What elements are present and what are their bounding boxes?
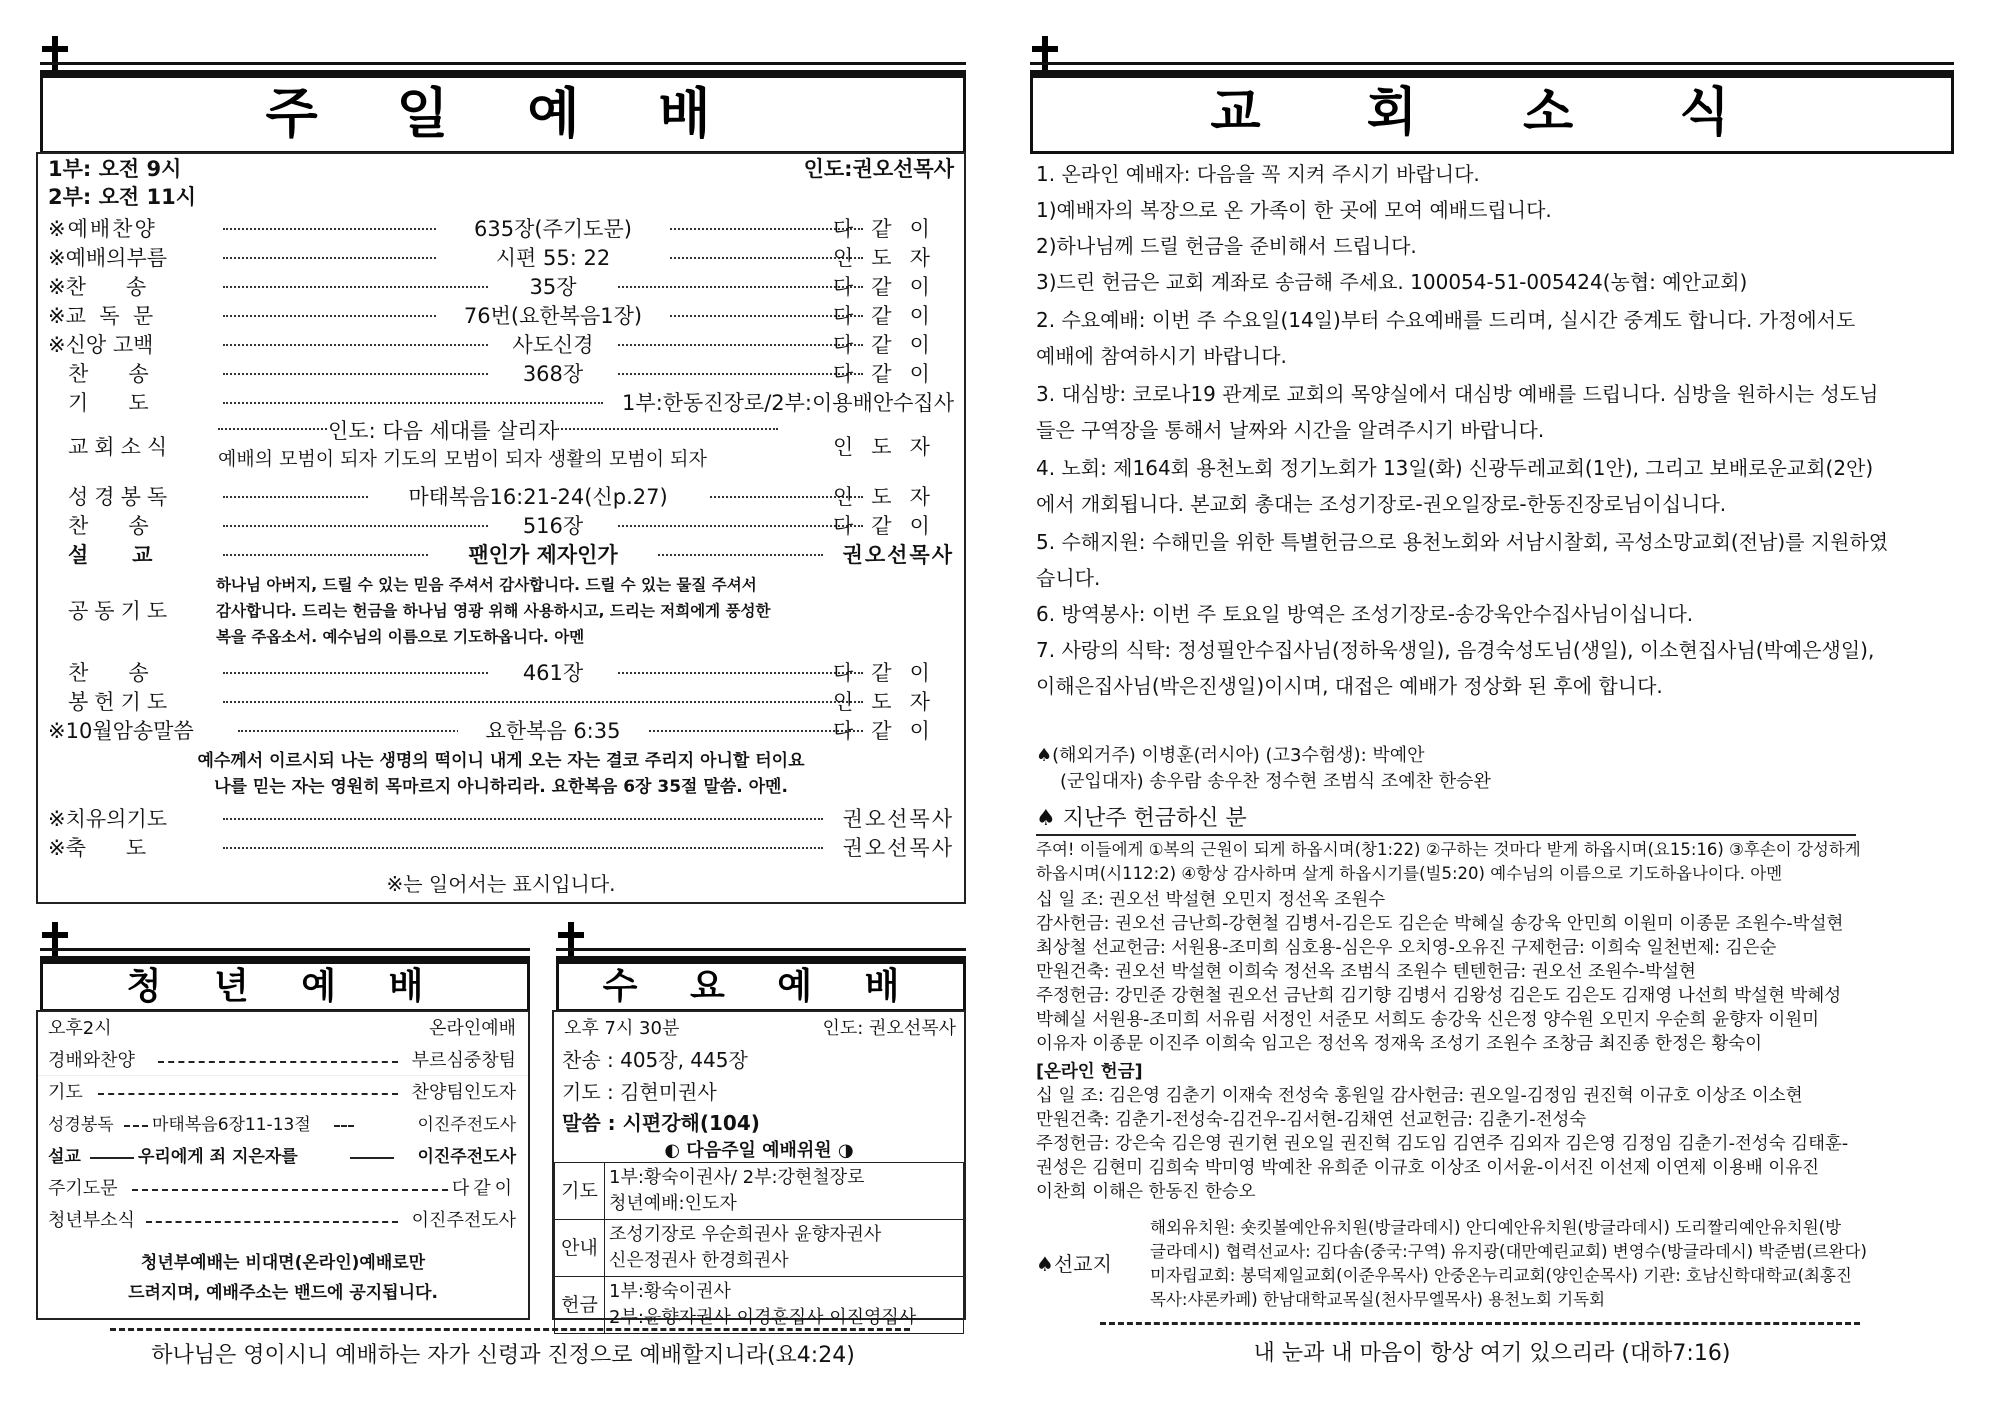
list-item: 십 일 조: 권오선 박설현 오민지 정선옥 조원수 bbox=[1036, 890, 1386, 910]
part1-leader: 인도:권오선목사 bbox=[803, 157, 954, 181]
list-item: 습니다. bbox=[1036, 566, 1101, 590]
list-item: 주정헌금: 강은숙 김은영 권기현 권오일 권진혁 김도임 김연주 김외자 김은영 김정임 김춘기-전성숙 김태훈- bbox=[1036, 1134, 1849, 1154]
wednesday-prayer: 기도 : 김현미권사 bbox=[562, 1080, 717, 1104]
youth-row: 경배와찬양 부르심중창팀 bbox=[38, 1048, 528, 1076]
part1-time: 1부: 오전 9시 bbox=[48, 157, 182, 181]
list-item: 권성은 김현미 김희숙 박미영 박예찬 유희준 이규호 이상조 이서윤-이서진 이선제 이연제 이용배 이유진 bbox=[1036, 1158, 1820, 1178]
list-item: 1)예배자의 복장으로 온 가족이 한 곳에 모여 예배드립니다. bbox=[1036, 198, 1552, 222]
memory-verse: 예수께서 이르시되 나는 생명의 떡이니 내게 오는 자는 결코 주리지 아니할 터이요 나를 믿는 자는 영원히 목마르지 아니하리라. 요한복음 6장 35절 말씀. 아멘. bbox=[197, 751, 805, 797]
divider bbox=[1100, 1322, 1860, 1325]
list-item: 글라데시) 협력선교사: 김다솜(중국:구역) 유지광(대만예린교회) 변영수(방글라데시) 박준범(르완다) bbox=[1150, 1242, 1867, 1261]
list-item: 최상철 선교헌금: 서원용-조미희 심호용-심은우 오치영-오유진 구제헌금: 이희숙 일천번제: 김은순 bbox=[1036, 938, 1777, 958]
military-line: (군입대자) 송우람 송우찬 정수현 조범식 조예찬 한승완 bbox=[1060, 771, 1491, 792]
list-item: 3)드린 헌금은 교회 계좌로 송금해 주세요. 100054-51-005424(농협: 예안교회) bbox=[1036, 270, 1748, 294]
list-item: 들은 구역장을 통해서 날짜와 시간을 알려주시기 바랍니다. bbox=[1036, 418, 1545, 442]
part2-time: 2부: 오전 11시 bbox=[48, 185, 196, 209]
next-week-title: ◐ 다음주일 예배위원 ◑ bbox=[664, 1140, 854, 1161]
youth-notice: 청년부예배는 비대면(온라인)예배로만 드려지며, 예배주소는 밴드에 공지됩니다. bbox=[128, 1253, 438, 1303]
list-item: 이해은집사님(박은진생일)이시며, 대접은 예배가 정상화 된 후에 합니다. bbox=[1036, 674, 1663, 698]
list-item: 이유자 이종문 이진주 이희숙 임고은 정선옥 정재욱 조성기 조원수 조창금 최진종 한정은 황숙이 bbox=[1036, 1034, 1763, 1054]
list-item: 7. 사랑의 식탁: 정성필안수집사님(정하욱생일), 음경숙성도님(생일), 이소현집사님(박예은생일), bbox=[1036, 638, 1875, 662]
list-item: 해외유치원: 숏킷볼예안유치원(방글라데시) 안디예안유치원(방글라데시) 도리짤리예안유치원(방 bbox=[1150, 1218, 1842, 1237]
list-item: 4. 노회: 제164회 용천노회 정기노회가 13일(화) 신광두레교회(1안), 그리고 보배로운교회(2안) bbox=[1036, 456, 1874, 480]
table-row: 기도 1부:황숙이권사/ 2부:강현철장로 청년예배:인도자 bbox=[555, 1163, 964, 1220]
list-item: 2. 수요예배: 이번 주 수요일(14일)부터 수요예배를 드리며, 실시간 중계도 합니다. 가정에서도 bbox=[1036, 308, 1856, 332]
online-offering-label: [온라인 헌금] bbox=[1036, 1062, 1143, 1082]
common-prayer-row: 공동기도 하나님 아버지, 드릴 수 있는 믿음 주셔서 감사합니다. 드릴 수 있는 물질 주셔서 감사합니다. 드리는 헌금을 하나님 영광 위해 사용하시고, 드리는 저희에게 풍성한 복을 주옵소서. 예수님의 이름으로 기도하옵니다. 아멘 bbox=[68, 576, 771, 646]
sunday-worship-title: 주 일 예 배 bbox=[265, 81, 741, 145]
standing-footnote: ※는 일어서는 표시입니다. bbox=[386, 872, 616, 896]
wednesday-section: 오후 7시 30분 인도: 권오선목사 찬송 : 405장, 445장 기도 : 김현미권사 말씀 : 시편강해(104) ◐ 다음주일 예배위원 ◑ 기도 1부:황숙이권사/ 2부:강현철장로 청년예배:인도자 안내 조성기장로 우순희권사 윤향자권사 신은정권사 한경희권사 헌금 1부:황숙이권사 2부:윤향자권사 이경훈집사 이진영집사 bbox=[552, 1010, 966, 1320]
wednesday-sermon: 말씀 : 시편강해(104) bbox=[562, 1111, 760, 1135]
offering-prayer: 주여! 이들에게 ①복의 근원이 되게 하옵시며(창1:22) ②구하는 것마다 받게 하옵시며(요15:16) ③후손이 강성하게 bbox=[1036, 840, 1861, 859]
bottom-verse-left: 하나님은 영이시니 예배하는 자가 신령과 진정으로 예배할지니라(요4:24) bbox=[151, 1343, 855, 1368]
church-news-row: 교회소식 인도: 다음 세대를 살리자 예배의 모범이 되자 기도의 모범이 되자 생활의 모범이 되자 인도자 bbox=[38, 418, 964, 476]
youth-worship-title: 청 년 예 배 bbox=[126, 965, 444, 1007]
next-week-table bbox=[554, 1162, 964, 1334]
list-item: 주정헌금: 강민준 강현철 권오선 금난희 김기향 김병서 김왕성 김은도 김은도 김재영 나선희 박설현 박혜성 bbox=[1036, 986, 1842, 1006]
list-item: 십 일 조: 김은영 김춘기 이재숙 전성숙 홍원일 감사헌금: 권오일-김정임 권진혁 이규호 이상조 이소현 bbox=[1036, 1086, 1803, 1106]
list-item: 6. 방역봉사: 이번 주 토요일 방역은 조성기장로-송강욱안수집사님이십니다. bbox=[1036, 602, 1694, 626]
youth-section: 오후2시 온라인예배 경배와찬양 부르심중창팀 기도 찬양팀인도자 성경봉독 마태복음6장11-13절 이진주전도사 설교 우리에게 죄 지은자를 이진주전도사 주기도문 다같이 청년부소식 이진주전도사 청년부예배는 비대면(온라인)예배로만 드려지며, 예배주소는 밴드에 공지됩니다. bbox=[36, 1010, 530, 1320]
list-item: 미자립교회: 봉덕제일교회(이준우목사) 안중온누리교회(양인순목사) 기관: 호남신학대학교(최홍진 bbox=[1150, 1266, 1852, 1285]
church-news-header bbox=[1030, 70, 1954, 154]
list-item: 2)하나님께 드릴 헌금을 준비해서 드립니다. bbox=[1036, 234, 1417, 258]
list-item: 1. 온라인 예배자: 다음을 꼭 지켜 주시기 바랍니다. bbox=[1036, 162, 1480, 186]
sunday-worship-header bbox=[40, 70, 966, 154]
list-item: 3. 대심방: 코로나19 관계로 교회의 목양실에서 대심방 예배를 드립니다. 심방을 원하시는 성도님 bbox=[1036, 382, 1879, 406]
list-item: 박혜실 서원용-조미희 서유림 서정인 서준모 서희도 송강욱 신은정 양수원 오민지 우순희 윤향자 이원미 bbox=[1036, 1010, 1820, 1030]
list-item: 5. 수해지원: 수해민을 위한 특별헌금으로 용천노회와 서남시찰회, 곡성소망교회(전남)를 지원하였 bbox=[1036, 530, 1889, 554]
wednesday-worship-header bbox=[556, 956, 966, 1012]
list-item: 예배에 참여하시기 바랍니다. bbox=[1036, 344, 1287, 368]
divider bbox=[110, 1328, 910, 1331]
sunday-order-section: 1부: 오전 9시 인도:권오선목사 2부: 오전 11시 ※예배찬양 635장(주기도문) 다같이 ※예배의부름 시편 55: 22 인도자 ※찬 송 35장 다같이 ※교 독 문 76번(요한복음1장) 다같이 ※신앙 고백 사도신경 다같이 찬 송 368장 다같이 기 도 1부:한동진장로/2부:이용배안수집사 교회소식 인도: 다음 세대를 살리자 예배의 모범이 되자 기도의 모범이 되자 생활의 모범이 되자 인도자 성경봉독 마태복음16:21-24(신p.27) 인도자 찬 송 516장 다같이 설 교 팬인가 제자인가 권오선목사 공동기도 하나님 아버지, 드릴 수 있는 믿음 주셔서 감사합니다. 드릴 수 있는 물질 주셔서 감사합니다. 드리는 헌금을 하나님 영광 위해 사용하시고, 드리는 저희에게 풍성한 복을 주옵소서. 예수님의 이름으로 기도하옵니다. 아멘 찬 송 461장 다같이 봉헌기도 인도자 ※10월암송말씀 요한복음 6:35 다같이 예수께서 이르시되 나는 생명의 떡이니 내게 오는 자는 결코 주리지 아니할 터이요 나를 믿는 자는 영원히 목마르지 아니하리라. 요한복음 6장 35절 말씀. 아멘. ※치유의기도 권오선목사 ※축 도 권오선목사 ※는 일어서는 표시입니다. bbox=[36, 152, 966, 904]
wednesday-worship-title: 수 요 예 배 bbox=[602, 965, 920, 1007]
church-news-title: 교 회 소 식 bbox=[1210, 82, 1774, 143]
table-row: 헌금 1부:황숙이권사 2부:윤향자권사 이경훈집사 이진영집사 bbox=[555, 1277, 964, 1334]
list-item: 감사헌금: 권오선 금난희-강현철 김병서-김은도 김은순 박혜실 송강욱 안민희 이원미 이종문 조원수-박설현 bbox=[1036, 914, 1844, 934]
list-item: 이찬희 이해은 한동진 한승오 bbox=[1036, 1182, 1256, 1202]
list-item: 에서 개회됩니다. 본교회 총대는 조성기장로-권오일장로-한동진장로님이십니다. bbox=[1036, 492, 1727, 516]
offering-prayer: 하옵시며(시112:2) ④항상 감사하며 살게 하옵시기를(빌5:20) 예수님의 이름으로 기도하옵나이다. 아멘 bbox=[1036, 864, 1783, 883]
list-item: 목사:샤론카페) 한남대학교목실(천사무엘목사) 용천노회 기독회 bbox=[1150, 1290, 1606, 1309]
mission-label: ♠선교지 bbox=[1036, 1252, 1112, 1276]
list-item: 만원건축: 권오선 박설현 이희숙 정선옥 조범식 조원수 텐텐헌금: 권오선 조원수-박설현 bbox=[1036, 962, 1696, 982]
list-item: 만원건축: 김춘기-전성숙-김건우-김서현-김채연 선교헌금: 김춘기-전성숙 bbox=[1036, 1110, 1587, 1130]
wednesday-hymn: 찬송 : 405장, 445장 bbox=[562, 1048, 748, 1072]
abroad-line: ♠(해외거주) 이병훈(러시아) (고3수험생): 박예안 bbox=[1036, 745, 1425, 766]
offering-title: ♠ 지난주 헌금하신 분 bbox=[1036, 804, 1856, 836]
bottom-verse-right: 내 눈과 내 마음이 항상 여기 있으리라 (대하7:16) bbox=[1253, 1341, 1731, 1366]
youth-worship-header bbox=[40, 956, 530, 1012]
table-row: 안내 조성기장로 우순희권사 윤향자권사 신은정권사 한경희권사 bbox=[555, 1220, 964, 1277]
